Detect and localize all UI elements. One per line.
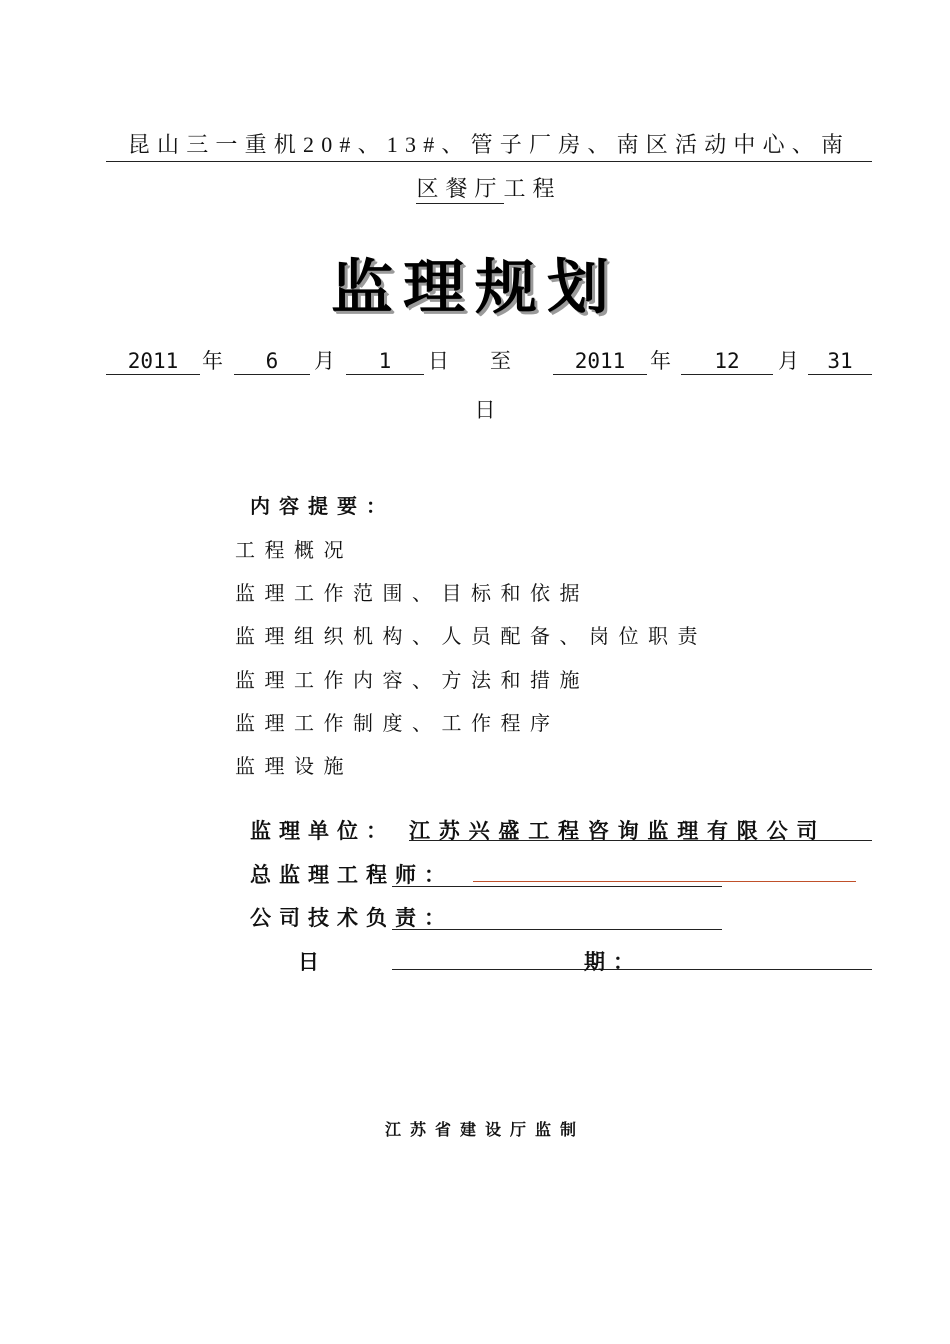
start-year-unit: 年 xyxy=(202,349,223,373)
end-day: 31 xyxy=(808,348,872,375)
end-day-unit: 日 xyxy=(474,398,496,422)
project-title-line-2 xyxy=(106,172,872,203)
start-day-unit: 日 xyxy=(428,349,449,373)
contents-item: 监理工作制度、工作程序 xyxy=(235,711,560,735)
tech-director-line[interactable] xyxy=(392,929,722,930)
tech-director-label: 公司技术负责： xyxy=(250,906,453,930)
supervision-unit-value: 江苏兴盛工程咨询监理有限公司 xyxy=(409,819,827,843)
chief-engineer-line[interactable] xyxy=(392,886,722,887)
contents-item: 监理工作范围、目标和依据 xyxy=(235,581,589,605)
project-title-line-2-rest: 工程 xyxy=(503,176,562,201)
chief-engineer-line-accent xyxy=(473,881,856,882)
supervision-unit-label: 监理单位： xyxy=(250,819,395,843)
contents-item: 监理设施 xyxy=(235,754,353,778)
project-title-line-1: 昆山三一重机20#、13#、管子厂房、南区活动中心、南 xyxy=(106,128,872,162)
document-title: 监理规划 xyxy=(330,252,619,322)
contents-item: 监理工作内容、方法和措施 xyxy=(235,668,589,692)
end-month-unit: 月 xyxy=(778,349,799,373)
date-label-left: 日 xyxy=(298,950,327,974)
chief-engineer-label: 总监理工程师： xyxy=(250,863,453,887)
end-month: 12 xyxy=(681,348,773,375)
contents-item: 监理组织机构、人员配备、岗位职责 xyxy=(235,624,707,648)
end-year-unit: 年 xyxy=(650,349,671,373)
start-day: 1 xyxy=(346,348,424,375)
footer-issuer: 江苏省建设厅监制 xyxy=(384,1120,585,1139)
start-month: 6 xyxy=(234,348,310,375)
end-year: 2011 xyxy=(553,348,647,375)
contents-heading: 内容提要： xyxy=(250,494,395,518)
date-label-right: 期： xyxy=(584,950,642,974)
supervision-unit-underline xyxy=(409,840,872,841)
start-month-unit: 月 xyxy=(314,349,335,373)
start-year: 2011 xyxy=(106,348,200,375)
contents-item: 工程概况 xyxy=(235,538,353,562)
date-to: 至 xyxy=(490,349,511,373)
project-title-line-2-underlined: 区餐厅 xyxy=(416,176,503,204)
